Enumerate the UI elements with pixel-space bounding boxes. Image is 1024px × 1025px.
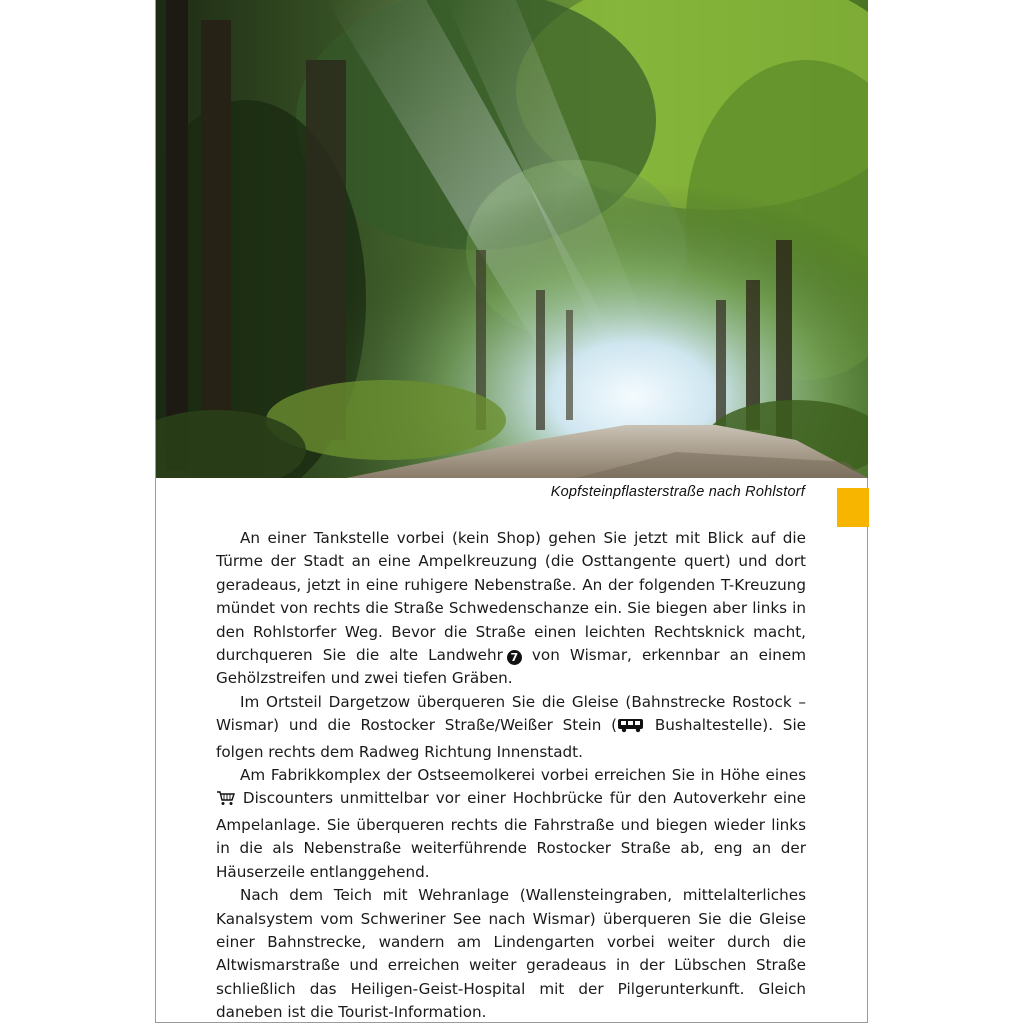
- paragraph-3: [216, 764, 806, 884]
- paragraph-2-text: Im Ortsteil Dargetzow überqueren Sie die Gleise (Bahnstrecke Rostock – Wismar) und die Rostocker Straße/Weißer Stein (: [216, 692, 806, 735]
- paragraph-1: [216, 527, 806, 691]
- paragraph-1-text: An einer Tankstelle vorbei (kein Shop) gehen Sie jetzt mit Blick auf die Türme der Stadt an eine Ampelkreuzung (die Osttangente quert) und dort geradeaus, jetzt in eine ruhigere Nebenstraße. An der folgenden T-Kreuzung mündet von rechts die Straße Schwedenschanze ein. Sie biegen aber links in den Rohlstorfer Weg. Bevor die Straße einen leichten Rechtsknick macht, durchqueren Sie die alte Landwehr: [216, 529, 806, 665]
- photo-caption: Kopfsteinpflasterstraße nach Rohlstorf: [550, 484, 805, 500]
- shopping-cart-icon: [216, 790, 236, 813]
- bus-icon: [617, 717, 645, 740]
- book-page: [155, 0, 868, 1023]
- paragraph-3-text-end: Discounters unmittelbar vor einer Hochbrücke für den Autoverkehr eine Ampelanlage. Sie überqueren rechts die Fahrstraße und biegen wieder links in die als Nebenstraße weiterführende Rostocker Straße ab, eng an der Häuserzeile entlanggehend.: [216, 789, 807, 881]
- forest-road-photo: [156, 0, 868, 478]
- paragraph-3-text: Am Fabrikkomplex der Ostseemolkerei vorbei erreichen Sie in Höhe eines: [240, 766, 806, 785]
- body-text: [216, 527, 806, 1025]
- paragraph-1-text-end: von Wismar, erkennbar an einem Gehölzstreifen und zwei tiefen Gräben.: [216, 646, 807, 688]
- chapter-color-tab: [837, 488, 869, 527]
- waypoint-marker-icon: 7: [507, 650, 522, 665]
- paragraph-2-text-end: Bushaltestelle). Sie folgen rechts dem Radweg Richtung Innenstadt.: [216, 716, 807, 761]
- paragraph-4: Nach dem Teich mit Wehranlage (Wallensteingraben, mittelalterliches Kanalsystem vom Schweriner See nach Wismar) überqueren Sie die Gleise einer Bahnstrecke, wandern am Lindengarten vorbei weiter durch die Altwismarstraße und erreichen weiter geradeaus in der Lübschen Straße schließlich das Heiligen-Geist-Hospital mit der Pilgerunterkunft. Gleich daneben ist die Tourist-Information.: [216, 886, 806, 1022]
- paragraph-2: [216, 691, 806, 764]
